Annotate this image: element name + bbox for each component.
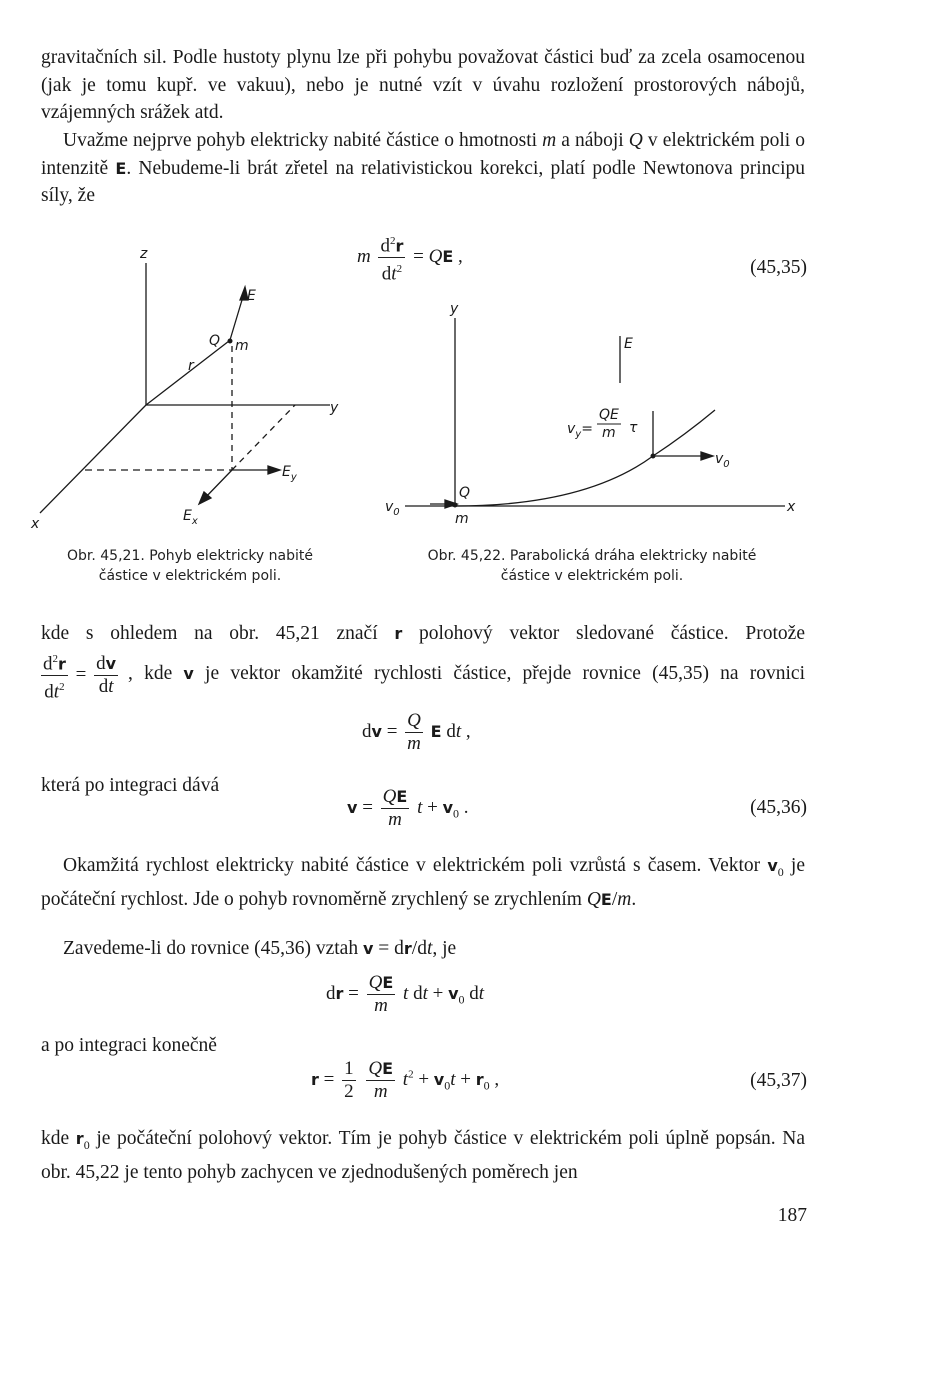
- caption-45-21: Obr. 45,21. Pohyb elektricky nabité částice v elektrickém poli.: [67, 548, 313, 584]
- label-m: m: [235, 338, 249, 354]
- label-E: E: [247, 288, 256, 304]
- page-number: 187: [777, 1205, 807, 1226]
- label-tau: τ: [629, 420, 638, 436]
- label-vy-denominator: m: [602, 425, 616, 441]
- paragraph-6: Zavedeme-li do rovnice (45,36) vztah v = dr/dt, je: [63, 938, 457, 959]
- label-E: E: [624, 336, 633, 352]
- equation-number-45-36: (45,36): [750, 797, 807, 818]
- label-vy-numerator: QE: [599, 407, 619, 423]
- arrowhead-v0-right: [701, 452, 713, 460]
- figure-45-21: [25, 238, 355, 543]
- arrowhead-Ey: [268, 466, 280, 474]
- label-r: r: [188, 358, 194, 374]
- label-x: x: [31, 516, 40, 532]
- paragraph-3-line-2: , kde v je vektor okamžité rychlosti částice, přejde rovnice (45,35) na rovnici: [128, 663, 805, 684]
- paragraph-7: a po integraci konečně: [41, 1035, 217, 1056]
- label-Ex: $E_x$: [183, 508, 198, 527]
- particle-position: [651, 454, 656, 459]
- equation-45-36: v = $\frac{QE}{m}$ $t + v_0$ .: [347, 786, 469, 830]
- label-m: m: [455, 511, 469, 527]
- particle-Q: [453, 503, 458, 508]
- paragraph-1: gravitačních sil. Podle hustoty plynu lze při pohybu považovat částici buď za zcela osamocenou (jak je tomu kupř. ve vakuu), nebo je nutné vzít v úvahu rozložení prostorových nábojů, vzájemných srážek atd.: [41, 47, 805, 123]
- label-x: x: [787, 499, 796, 515]
- equation-45-35: m $\frac{d^2r}{dt^2}$ = QE ,: [357, 230, 463, 286]
- paragraph-3-line-1: kde s ohledem na obr. 45,21 značí r polohový vektor sledované částice. Protože: [41, 623, 805, 644]
- label-y: y: [330, 400, 339, 416]
- label-Ey: $E_y$: [282, 464, 297, 483]
- caption-45-22: Obr. 45,22. Parabolická dráha elektricky nabité částice v elektrickém poli.: [427, 548, 757, 584]
- label-Q: Q: [209, 333, 221, 349]
- equation-dr: dr = $\frac{QE}{m}$ t dt + $v_0$ dt: [326, 972, 485, 1016]
- paragraph-2: Uvažme nejprve pohyb elektricky nabité částice o hmotnosti m a náboji Q v elektrickém poli o intenzitě E. Nebudeme-li brát zřetel na relativistickou korekci, platí podle Newtonova principu síly, že: [41, 130, 805, 206]
- particle-Q: [228, 339, 233, 344]
- paragraph-4: která po integraci dává: [41, 775, 220, 796]
- dashed-projection-y: [232, 405, 295, 470]
- equation-number-45-37: (45,37): [750, 1070, 807, 1091]
- paragraph-5: Okamžitá rychlost elektricky nabité částice v elektrickém poli vzrůstá s časem. Vektor $v_0$ je počáteční rychlost. Jde o pohyb rovnoměrně zrychlený se zrychlením QE/m.: [41, 855, 805, 911]
- equation-45-37: r = $\frac{1}{2}$ $\frac{QE}{m}$ $t^2 + v_0t + r_0$ ,: [311, 1058, 500, 1102]
- label-y: y: [450, 301, 459, 317]
- label-v0-right: $v_0$: [715, 451, 730, 470]
- figure-45-22: [375, 293, 815, 533]
- x-axis: [40, 405, 146, 513]
- label-z: z: [140, 246, 148, 262]
- label-v0-left: $v_0$: [385, 499, 400, 518]
- paragraph-8: kde $r_0$ je počáteční polohový vektor. Tím je pohyb částice v elektrickém poli úplně popsán. Na obr. 45,22 je tento pohyb zachycen ve zjednodušených poměrech jen: [41, 1128, 805, 1184]
- inline-derivative-relation: $\frac{d^2r}{dt^2}$ = $\frac{dv}{dt}$: [41, 648, 121, 704]
- label-Q: Q: [459, 485, 471, 501]
- equation-number-45-35: (45,35): [750, 257, 807, 278]
- equation-dv: dv = $\frac{Q}{m}$ E dt ,: [362, 710, 471, 754]
- label-vy: $v_y=$: [567, 421, 593, 440]
